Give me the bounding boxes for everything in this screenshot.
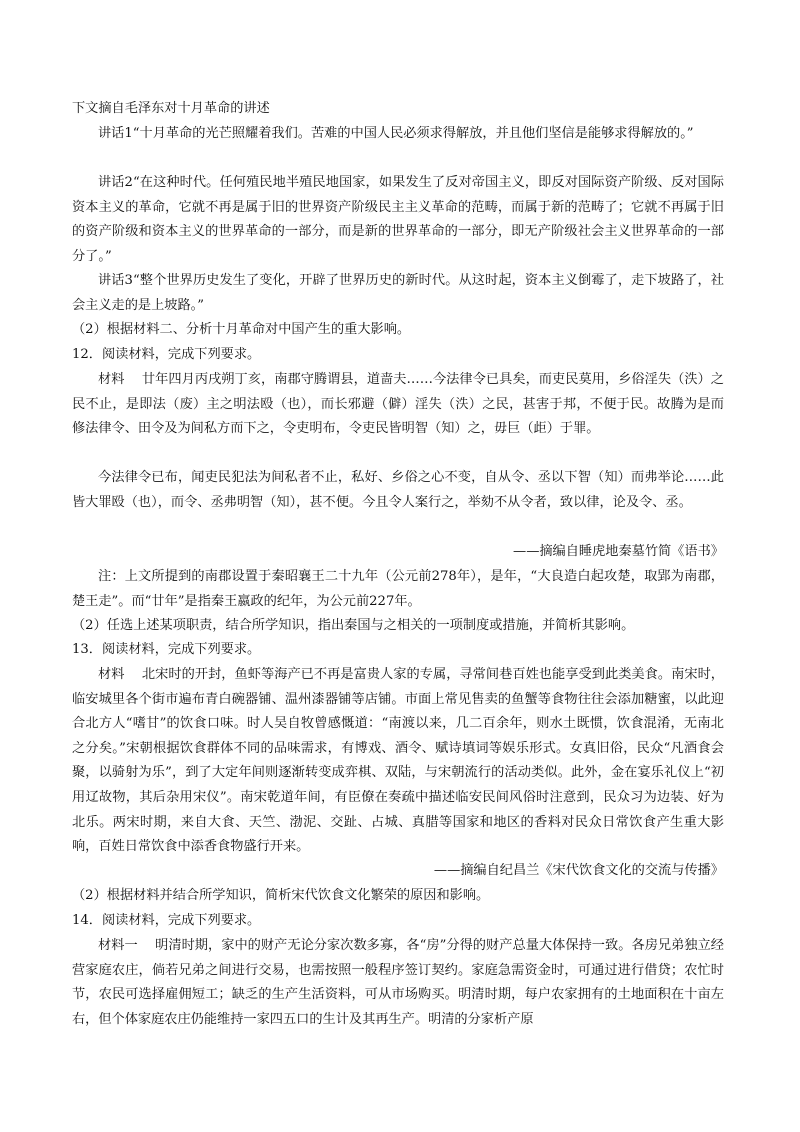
q14-material [72, 934, 724, 1032]
intro-text: 下文摘自毛泽东对十月革命的讲述 [72, 101, 270, 116]
speech-2-text: 讲话2“在这种时代。任何殖民地半殖民地国家，如果发生了反对帝国主义，即反对国际资产阶级、反对国际资本主义的革命，它就不再是属于旧的世界资产阶级民主主义革命的范畴，而属于新的范畴了；它就不再属于旧的资产阶级和资本主义的世界革命的一部分，而是新的世界革命的一部分，即无产阶级社会主义世界革命的一部分了。” [72, 175, 724, 264]
q14-heading [72, 909, 724, 934]
q12-source [72, 540, 724, 565]
speech-3 [72, 269, 724, 318]
speech-1 [72, 122, 724, 147]
intro-line [72, 97, 724, 122]
q13-material [72, 663, 724, 860]
speech-2 [72, 171, 724, 269]
speech-3-text: 讲话3“整个世界历史发生了变化，开辟了世界历史的新时代。从这时起，资本主义倒霉了，走下坡路了，社会主义走的是上坡路。” [72, 273, 724, 313]
q11-part2 [72, 318, 724, 343]
q12-source-text: ——摘编自睡虎地秦墓竹简《语书》 [513, 544, 724, 559]
q13-source [72, 859, 724, 884]
q11-part2-text: （2）根据材料二、分析十月革命对中国产生的重大影响。 [72, 322, 411, 337]
q13-heading [72, 638, 724, 663]
q12-heading [72, 343, 724, 368]
q13-source-text: ——摘编自纪昌兰《宋代饮食文化的交流与传播》 [433, 863, 724, 878]
q12-material-p1-text: 材料 廿年四月丙戌朔丁亥，南郡守腾谓县，道啬夫……今法律令已具矣，而吏民莫用，乡俗淫失（泆）之民不止，是即法（废）主之明法殴（也），而长邪避（僻）淫失（泆）之民，甚害于邦，不便于民。故腾为是而修法律令、田令及为间私方而下之，令吏明布，令吏民皆明智（知）之，毋巨（歫）于罪。 [72, 372, 724, 437]
q12-material-p1 [72, 368, 724, 442]
q13-material-text: 材料 北宋时的开封，鱼虾等海产已不再是富贵人家的专属，寻常间巷百姓也能享受到此类美食。南宋时，临安城里各个街市遍布青白碗器铺、温州漆器铺等店铺。市面上常见售卖的鱼蟹等食物往往会添加糖蜜，以此迎合北方人“嗜甘”的饮食口味。时人吴自牧曾感慨道：“南渡以来，几二百余年，则水土既惯，饮食混淆，无南北之分矣。”宋朝根据饮食群体不同的品味需求，有博戏、酒令、赋诗填词等娱乐形式。女真旧俗，民众“凡酒食会聚，以骑射为乐”，到了大定年间则逐渐转变成弈棋、双陆，与宋朝流行的活动类似。此外，金在宴乐礼仪上“初用辽故物，其后杂用宋仪”。南宋乾道年间，有臣僚在奏疏中描述临安民间风俗时注意到，民众习为边装、好为北乐。两宋时期，来自大食、天竺、渤泥、交趾、占城、真腊等国家和地区的香料对民众日常饮食产生重大影响，百姓日常饮食中添香食物盛行开来。 [72, 667, 724, 855]
q12-question [72, 614, 724, 639]
q12-note-text: 注：上文所提到的南郡设置于秦昭襄王二十九年（公元前278年），是年，“大良造白起攻楚，取郢为南郡，楚王走”。而“廿年”是指秦王嬴政的纪年，为公元前227年。 [72, 569, 724, 609]
q13-heading-text: 13．阅读材料，完成下列要求。 [72, 642, 261, 657]
q13-question [72, 884, 724, 909]
q14-heading-text: 14．阅读材料，完成下列要求。 [72, 913, 261, 928]
q13-question-text: （2）根据材料并结合所学知识，简析宋代饮食文化繁荣的原因和影响。 [72, 888, 490, 903]
q14-material-text: 材料一 明清时期，家中的财产无论分家次数多寡，各“房”分得的财产总量大体保持一致。各房兄弟独立经营家庭农庄，倘若兄弟之间进行交易，也需按照一般程序签订契约。家庭急需资金时，可通过进行借贷；农忙时节，农民可选择雇佣短工；缺乏的生产生活资料，可从市场购买。明清时期，每户农家拥有的土地面积在十亩左右，但个体家庭农庄仍能维持一家四五口的生计及其再生产。明清的分家析产原 [72, 938, 724, 1027]
q12-material-p2-text: 今法律令已布，闻吏民犯法为间私者不止，私好、乡俗之心不变，自从令、丞以下智（知）而弗举论……此皆大罪殴（也），而令、丞弗明智（知），甚不便。今且令人案行之，举劾不从令者，致以律，论及令、丞。 [72, 470, 724, 510]
speech-1-text: 讲话1“十月革命的光芒照耀着我们。苦难的中国人民必须求得解放，并且他们坚信是能够求得解放的。” [98, 126, 694, 141]
q12-question-text: （2）任选上述某项职责，结合所学知识，指出秦国与之相关的一项制度或措施，并简析其影响。 [72, 618, 635, 633]
q12-note [72, 565, 724, 614]
q12-heading-text: 12．阅读材料，完成下列要求。 [72, 347, 261, 362]
q12-material-p2 [72, 466, 724, 515]
